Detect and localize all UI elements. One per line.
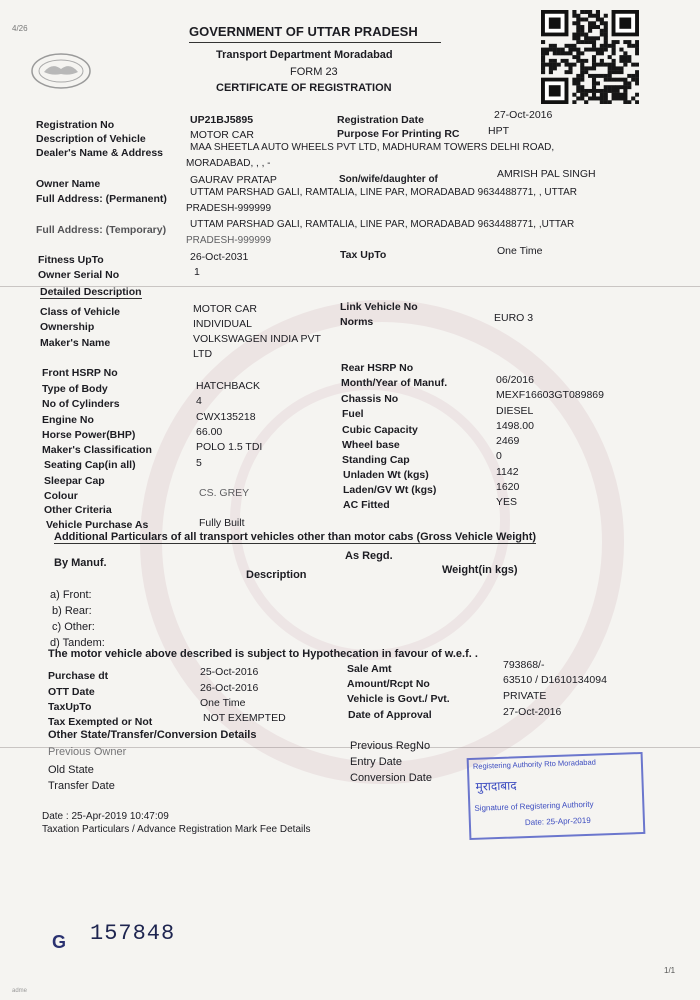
value-ac-fitted: YES (496, 496, 518, 508)
label-registration-date: Registration Date (337, 114, 424, 126)
label-ownership: Ownership (40, 321, 95, 333)
header-government: GOVERNMENT OF UTTAR PRADESH (189, 24, 418, 39)
label-purpose-printing: Purpose For Printing RC (337, 128, 460, 140)
value-standing-capacity: 0 (496, 450, 502, 462)
stamp-signature-line: Signature of Registering Authority (474, 799, 594, 813)
label-seating-capacity: Seating Cap(in all) (44, 459, 136, 471)
value-ott-date: 26-Oct-2016 (200, 682, 259, 694)
page-number: 1/1 (664, 966, 676, 975)
value-son-of: AMRISH PAL SINGH (497, 168, 596, 180)
label-class-of-vehicle: Class of Vehicle (40, 306, 120, 318)
label-horse-power: Horse Power(BHP) (42, 429, 136, 441)
value-dealer-line1: MAA SHEETLA AUTO WHEELS PVT LTD, MADHURAM TOWERS DELHI ROAD, (190, 142, 555, 153)
value-owner-name: GAURAV PRATAP (190, 174, 277, 186)
value-makers-classification: POLO 1.5 TDI (196, 441, 263, 453)
label-standing-capacity: Standing Cap (342, 454, 410, 466)
label-previous-owner: Previous Owner (48, 746, 127, 758)
label-colour: Colour (44, 490, 78, 502)
value-purpose-printing: HPT (488, 125, 509, 137)
label-laden-weight: Laden/GV Wt (kgs) (343, 484, 437, 496)
corner-mark: 4/26 (12, 24, 28, 33)
label-ott-date: OTT Date (48, 686, 95, 698)
value-colour: CS. GREY (199, 487, 250, 499)
corner-mark: adme (12, 988, 28, 994)
label-dealer: Dealer's Name & Address (36, 147, 163, 159)
value-purchase-date: 25-Oct-2016 (200, 666, 259, 678)
hypothecation-note: The motor vehicle above described is subject to Hypothecation in favour of w.e.f. . (48, 648, 478, 660)
value-govt-pvt: PRIVATE (503, 690, 547, 702)
value-tax-exempted: NOT EXEMPTED (203, 712, 286, 724)
value-fuel: DIESEL (496, 405, 534, 417)
value-makers-name-line1: VOLKSWAGEN INDIA PVT (193, 333, 321, 345)
header-rule (189, 42, 441, 43)
section-detailed-description: Detailed Description (40, 286, 142, 298)
label-front-hsrp: Front HSRP No (42, 367, 118, 379)
header-certificate: CERTIFICATE OF REGISTRATION (216, 82, 392, 94)
value-wheel-base: 2469 (496, 435, 520, 447)
label-tax-upto: Tax UpTo (340, 249, 387, 261)
value-seating-capacity: 5 (196, 457, 202, 469)
up-emblem-logo (30, 52, 92, 90)
label-other-criteria: Other Criteria (44, 504, 112, 516)
stamp-hindi-line: मुरादाबाद (475, 778, 517, 794)
label-owner-name: Owner Name (36, 178, 101, 190)
value-type-of-body: HATCHBACK (196, 380, 260, 392)
value-norms: EURO 3 (494, 312, 534, 324)
value-address-permanent-line1: UTTAM PARSHAD GALI, RAMTALIA, LINE PAR, MORADABAD 9634488771, , UTTAR (190, 187, 577, 198)
label-fitness-upto: Fitness UpTo (38, 254, 104, 266)
label-ac-fitted: AC Fitted (343, 499, 390, 511)
serial-number: 157848 (90, 921, 176, 946)
section-other-state: Other State/Transfer/Conversion Details (48, 729, 257, 741)
label-transfer-date: Transfer Date (48, 780, 115, 792)
label-address-permanent: Full Address: (Permanent) (36, 193, 167, 205)
label-weight-col: Weight(in kgs) (442, 564, 518, 576)
label-tax-exempted: Tax Exempted or Not (48, 716, 153, 728)
watermark-emblem-inner (230, 380, 510, 660)
label-axle-tandem: d) Tandem: (50, 637, 105, 649)
value-fitness-upto: 26-Oct-2031 (190, 251, 249, 263)
label-address-temporary: Full Address: (Temporary) (36, 224, 167, 236)
value-date-of-approval: 27-Oct-2016 (503, 706, 562, 718)
value-chassis-no: MEXF16603GT089869 (496, 389, 604, 401)
label-wheel-base: Wheel base (342, 439, 400, 451)
value-sale-amount: 793868/- (503, 659, 545, 671)
value-manufacture-date: 06/2016 (496, 374, 534, 386)
value-horse-power: 66.00 (196, 426, 223, 438)
label-link-vehicle: Link Vehicle No (340, 301, 418, 313)
value-owner-serial: 1 (194, 266, 200, 278)
stamp-date-line: Date: 25-Apr-2019 (524, 815, 591, 828)
registering-authority-stamp (467, 752, 646, 840)
label-tax-upto-2: TaxUpTo (48, 701, 92, 713)
taxation-particulars: Taxation Particulars / Advance Registration Mark Fee Details (42, 824, 311, 835)
value-address-temporary-line1: UTTAM PARSHAD GALI, RAMTALIA, LINE PAR, MORADABAD 9634488771, ,UTTAR (190, 219, 575, 230)
label-sale-amount: Sale Amt (347, 663, 392, 675)
label-purchase-as: Vehicle Purchase As (46, 519, 149, 531)
label-as-regd: As Regd. (345, 550, 393, 562)
label-cylinders: No of Cylinders (42, 398, 120, 410)
value-laden-weight: 1620 (496, 481, 520, 493)
label-date-of-approval: Date of Approval (348, 709, 432, 721)
label-amount-receipt: Amount/Rcpt No (347, 678, 430, 690)
value-makers-name-line2: LTD (193, 348, 213, 360)
header-form: FORM 23 (290, 66, 338, 78)
label-type-of-body: Type of Body (42, 383, 108, 395)
label-axle-other: c) Other: (52, 621, 95, 633)
value-registration-date: 27-Oct-2016 (494, 109, 553, 121)
label-manufacture-date: Month/Year of Manuf. (341, 377, 448, 389)
label-makers-name: Maker's Name (40, 337, 111, 349)
value-purchase-as: Fully Built (199, 517, 245, 529)
label-govt-pvt: Vehicle is Govt./ Pvt. (347, 693, 450, 705)
label-description-of-vehicle: Description of Vehicle (36, 133, 146, 145)
label-son-of: Son/wife/daughter of (339, 174, 438, 185)
value-amount-receipt: 63510 / D1610134094 (503, 674, 607, 686)
print-date: Date : 25-Apr-2019 10:47:09 (42, 811, 169, 822)
value-description-of-vehicle: MOTOR CAR (190, 129, 254, 141)
value-tax-upto: One Time (497, 245, 543, 257)
label-sleeper-capacity: Sleepar Cap (44, 475, 105, 487)
label-chassis-no: Chassis No (341, 393, 399, 405)
value-address-permanent-line2: PRADESH-999999 (186, 203, 272, 214)
value-unladen-weight: 1142 (496, 466, 519, 478)
label-conversion-date: Conversion Date (350, 772, 432, 784)
label-cubic-capacity: Cubic Capacity (342, 424, 418, 436)
label-owner-serial: Owner Serial No (38, 269, 120, 281)
label-engine-no: Engine No (42, 414, 94, 426)
label-old-state: Old State (48, 764, 94, 776)
label-registration-no: Registration No (36, 119, 115, 131)
label-unladen-weight: Unladen Wt (kgs) (343, 469, 429, 481)
label-axle-front: a) Front: (50, 589, 92, 601)
label-previous-regno: Previous RegNo (350, 740, 431, 752)
label-fuel: Fuel (342, 408, 364, 420)
value-ownership: INDIVIDUAL (193, 318, 252, 330)
label-axle-rear: b) Rear: (52, 605, 92, 617)
value-address-temporary-line2: PRADESH-999999 (186, 235, 272, 246)
serial-prefix: G (52, 932, 67, 952)
label-by-manuf: By Manuf. (54, 557, 107, 569)
stamp-authority-line: Registering Authority Rto Moradabad (472, 757, 596, 771)
value-registration-no: UP21BJ5895 (190, 114, 254, 126)
value-tax-upto-2: One Time (200, 697, 246, 709)
label-description-col: Description (246, 569, 307, 581)
label-purchase-date: Purchase dt (48, 670, 109, 682)
qr-code (541, 10, 639, 104)
value-class-of-vehicle: MOTOR CAR (193, 303, 257, 315)
section-additional-particulars: Additional Particulars of all transport vehicles other than motor cabs (Gross Vehicle Weight) (54, 531, 537, 543)
label-rear-hsrp: Rear HSRP No (341, 362, 414, 374)
label-makers-classification: Maker's Classification (42, 444, 152, 456)
header-department: Transport Department Moradabad (216, 49, 393, 61)
value-engine-no: CWX135218 (196, 411, 256, 423)
value-cubic-capacity: 1498.00 (496, 420, 534, 432)
label-entry-date: Entry Date (350, 756, 402, 768)
label-norms: Norms (340, 316, 374, 328)
value-cylinders: 4 (196, 395, 202, 407)
value-dealer-line2: MORADABAD, , , - (186, 158, 271, 169)
